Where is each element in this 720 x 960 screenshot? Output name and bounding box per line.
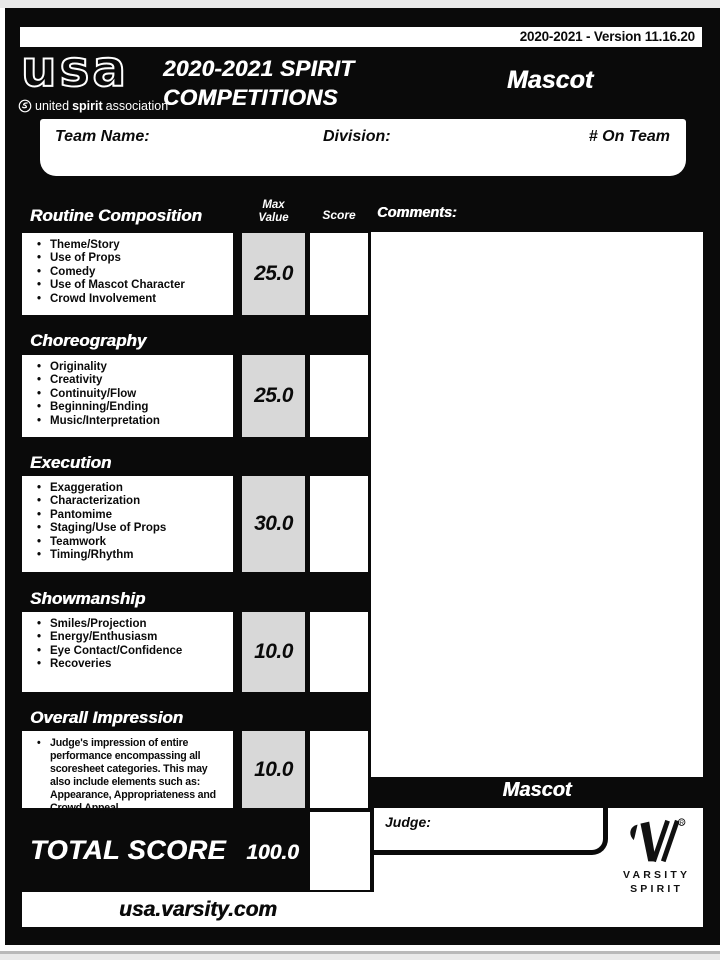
version-label: 2020-2021 - Version 11.16.20 — [519, 29, 695, 44]
criteria-item: • Staging/Use of Props — [22, 522, 225, 535]
spirit-circle-icon — [18, 99, 32, 113]
criteria-item: • Music/Interpretation — [22, 415, 225, 428]
usa-logo-text: usa — [21, 40, 130, 98]
max-value-column-header — [242, 199, 305, 225]
max-value-overall-impression: 10.0 — [242, 731, 305, 808]
criteria-item: • Timing/Rhythm — [22, 549, 225, 562]
criteria-list-execution — [22, 476, 233, 562]
judge-signature-box[interactable] — [374, 808, 608, 855]
comments-box[interactable] — [371, 232, 703, 777]
section-header-showmanship: Showmanship — [30, 589, 146, 608]
max-value-showmanship: 10.0 — [242, 612, 305, 692]
score-box-execution[interactable] — [310, 476, 368, 572]
section-header-choreography: Choreography — [30, 331, 147, 350]
on-team-label: # On Team — [588, 128, 670, 145]
criteria-item: • Use of Mascot Character — [22, 279, 225, 292]
scoresheet — [5, 8, 720, 945]
score-box-routine-composition[interactable] — [310, 233, 368, 315]
max-value-header-line1: Max — [262, 199, 285, 211]
varsity-spirit-logo — [611, 816, 699, 924]
category-header: Mascot — [506, 66, 594, 94]
criteria-box-routine-composition — [22, 233, 233, 315]
criteria-list-choreography — [22, 355, 233, 428]
total-score-label: TOTAL SCORE — [30, 835, 227, 865]
criteria-item: • Continuity/Flow — [22, 388, 225, 401]
criteria-item: • Theme/Story — [22, 239, 225, 252]
criteria-list-showmanship — [22, 612, 233, 672]
svg-text:R: R — [679, 820, 684, 827]
website-bar: usa.varsity.com — [22, 892, 374, 927]
score-box-choreography[interactable] — [310, 355, 368, 437]
section-header-routine-composition: Routine Composition — [30, 206, 202, 225]
score-box-showmanship[interactable] — [310, 612, 368, 692]
competition-title-line2: COMPETITIONS — [163, 85, 338, 110]
score-box-overall-impression[interactable] — [310, 731, 368, 808]
varsity-wordmark-line2: SPIRIT — [630, 883, 684, 895]
judge-label: Judge: — [385, 814, 431, 830]
section-header-overall-impression: Overall Impression — [30, 708, 184, 727]
comments-column-header: Comments: — [377, 205, 457, 221]
criteria-item: • Comedy — [22, 266, 225, 279]
varsity-v-icon — [624, 816, 686, 868]
criteria-item: • Beginning/Ending — [22, 401, 225, 414]
tagline-bold: spirit — [72, 98, 103, 113]
usa-logo — [21, 40, 171, 98]
category-footer-band: Mascot — [502, 779, 572, 801]
criteria-item: • Creativity — [22, 374, 225, 387]
criteria-box-showmanship — [22, 612, 233, 692]
criteria-item: • Crowd Involvement — [22, 293, 225, 306]
team-info-box[interactable] — [40, 119, 686, 176]
criteria-item: • Characterization — [22, 495, 225, 508]
criteria-item: • Teamwork — [22, 536, 225, 549]
criteria-item: • Originality — [22, 361, 225, 374]
criteria-box-overall-impression — [22, 731, 233, 814]
competition-title-line1: 2020-2021 SPIRIT — [163, 56, 355, 81]
total-score-max-value: 100.0 — [246, 841, 299, 864]
criteria-item: • Use of Props — [22, 252, 225, 265]
criteria-list-routine-composition — [22, 233, 233, 306]
section-header-execution: Execution — [30, 453, 112, 472]
max-value-choreography: 25.0 — [242, 355, 305, 437]
criteria-item: • Recoveries — [22, 658, 225, 671]
criteria-box-execution — [22, 476, 233, 572]
page-bottom-shadow — [0, 951, 720, 954]
criteria-item: • Energy/Enthusiasm — [22, 631, 225, 644]
varsity-wordmark-line1: VARSITY — [623, 869, 691, 881]
criteria-list-overall-impression — [22, 731, 233, 815]
criteria-item: • Pantomime — [22, 509, 225, 522]
criteria-item: • Smiles/Projection — [22, 618, 225, 631]
max-value-execution: 30.0 — [242, 476, 305, 572]
total-score-box[interactable] — [310, 812, 370, 890]
score-column-header: Score — [322, 208, 356, 222]
max-value-routine-composition: 25.0 — [242, 233, 305, 315]
judge-panel — [374, 808, 703, 927]
competition-title — [163, 54, 393, 112]
tagline-pre: united — [35, 98, 70, 113]
max-value-header-line2: Value — [258, 212, 289, 224]
division-label: Division: — [323, 128, 391, 145]
criteria-item: • Judge's impression of entire performance encompassing all scoresheet categories. This may also include elements such as: Appearance, Appropriateness and Crowd Appeal. — [22, 737, 225, 815]
team-name-label: Team Name: — [55, 128, 150, 145]
criteria-item: • Eye Contact/Confidence — [22, 645, 225, 658]
criteria-box-choreography — [22, 355, 233, 437]
criteria-item: • Exaggeration — [22, 482, 225, 495]
tagline-post: association — [105, 98, 169, 113]
